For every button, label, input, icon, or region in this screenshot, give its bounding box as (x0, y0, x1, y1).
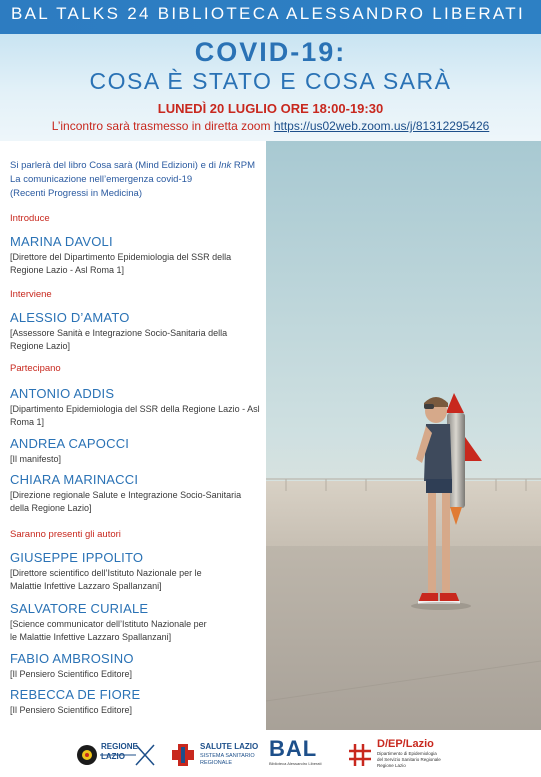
dep-label: D/EP/Lazio (377, 738, 434, 750)
intro-ink: Ink (218, 160, 232, 171)
zoom-line (0, 119, 541, 133)
event-date: LUNEDÌ 20 LUGLIO ORE 18:00-19:30 (157, 101, 384, 116)
salute-lazio-logo (170, 742, 260, 768)
person-name-marinacci: CHIARA MARINACCI (10, 472, 139, 487)
program-column (0, 141, 266, 730)
salute-lazio-label: SALUTE LAZIO (200, 742, 259, 751)
section-introduce: Introduce (10, 213, 50, 224)
bal-logo (269, 736, 335, 768)
red-cross-icon (170, 742, 196, 768)
intro-line-3: (Recenti Progressi in Medicina) (10, 188, 142, 199)
person-name-ambrosino: FABIO AMBROSINO (10, 651, 134, 666)
person-name-addis: ANTONIO ADDIS (10, 386, 115, 401)
person-name-damato: ALESSIO D’AMATO (10, 310, 130, 325)
bal-sub: Biblioteca Alessandro Liberati (269, 761, 322, 766)
salute-lazio-sub-2: REGIONALE (200, 760, 233, 766)
salute-lazio-sub-1: SISTEMA SANITARIO (200, 753, 255, 759)
sponsor-footer (0, 730, 541, 777)
person-desc-marinacci: [Direzione regionale Salute e Integrazione Socio-Sanitaria della Regione Lazio] (10, 490, 242, 513)
banner-text: BAL TALKS 24 BIBLIOTECA ALESSANDRO LIBERATI (11, 4, 525, 23)
person-desc-addis: [Dipartimento Epidemiologia del SSR della Regione Lazio - Asl Roma 1] (10, 404, 260, 427)
person-name-defiore: REBECCA DE FIORE (10, 687, 141, 702)
person-desc-ambrosino: [Il Pensiero Scientifico Editore] (10, 669, 133, 679)
zoom-link[interactable]: https://us02web.zoom.us/j/81312295426 (273, 119, 490, 133)
person-desc-defiore: [Il Pensiero Scientifico Editore] (10, 705, 133, 715)
intro-line-2: La comunicazione nell’emergenza covid-19 (10, 174, 193, 185)
section-partecipano: Partecipano (10, 363, 61, 374)
person-desc-davoli: [Direttore del Dipartimento Epidemiologia del SSR della Regione Lazio - Asl Roma 1] (10, 252, 232, 275)
regione-lazio-logo (76, 742, 156, 768)
person-desc-capocci: [Il manifesto] (10, 454, 62, 464)
event-title: COVID-19: (194, 37, 347, 67)
section-interviene: Interviene (10, 289, 52, 300)
rocket-child-illustration (266, 141, 541, 730)
dep-sub-1: Dipartimento di Epidemiologia (377, 751, 437, 756)
dep-sub-3: Regione Lazio (377, 763, 406, 768)
rocket-child-photo (266, 141, 541, 730)
person-desc-damato: [Assessore Sanità e Integrazione Socio-Sanitaria della Regione Lazio] (10, 328, 228, 351)
section-autori: Saranno presenti gli autori (10, 529, 121, 540)
zoom-text: L’incontro sarà trasmesso in diretta zoom (51, 119, 271, 133)
bal-label: BAL (269, 736, 318, 761)
hero-section (0, 34, 541, 141)
person-desc-ippolito: [Direttore scientifico dell’Istituto Nazionale per le Malattie Infettive Lazzaro Spallanzani] (10, 568, 202, 591)
header-banner (0, 0, 541, 34)
dep-grid-icon (347, 742, 373, 768)
dep-lazio-logo (347, 738, 459, 768)
dep-sub-2: del Servizio Sanitario Regionale (377, 757, 441, 762)
regione-lazio-label: REGIONE LAZIO (101, 742, 138, 761)
person-name-curiale: SALVATORE CURIALE (10, 601, 149, 616)
person-name-ippolito: GIUSEPPE IPPOLITO (10, 550, 144, 565)
event-subtitle: COSA È STATO E COSA SARÀ (89, 68, 452, 94)
intro-line-1: Si parlerà del libro Cosa sarà (Mind Edizioni) e di (10, 160, 216, 171)
person-name-capocci: ANDREA CAPOCCI (10, 436, 130, 451)
book-intro (10, 159, 262, 201)
person-desc-curiale: [Science communicator dell’Istituto Nazionale per le Malattie Infettive Lazzaro Spallanzani] (10, 619, 207, 642)
intro-rpm: RPM (233, 160, 256, 171)
person-name-davoli: MARINA DAVOLI (10, 234, 113, 249)
